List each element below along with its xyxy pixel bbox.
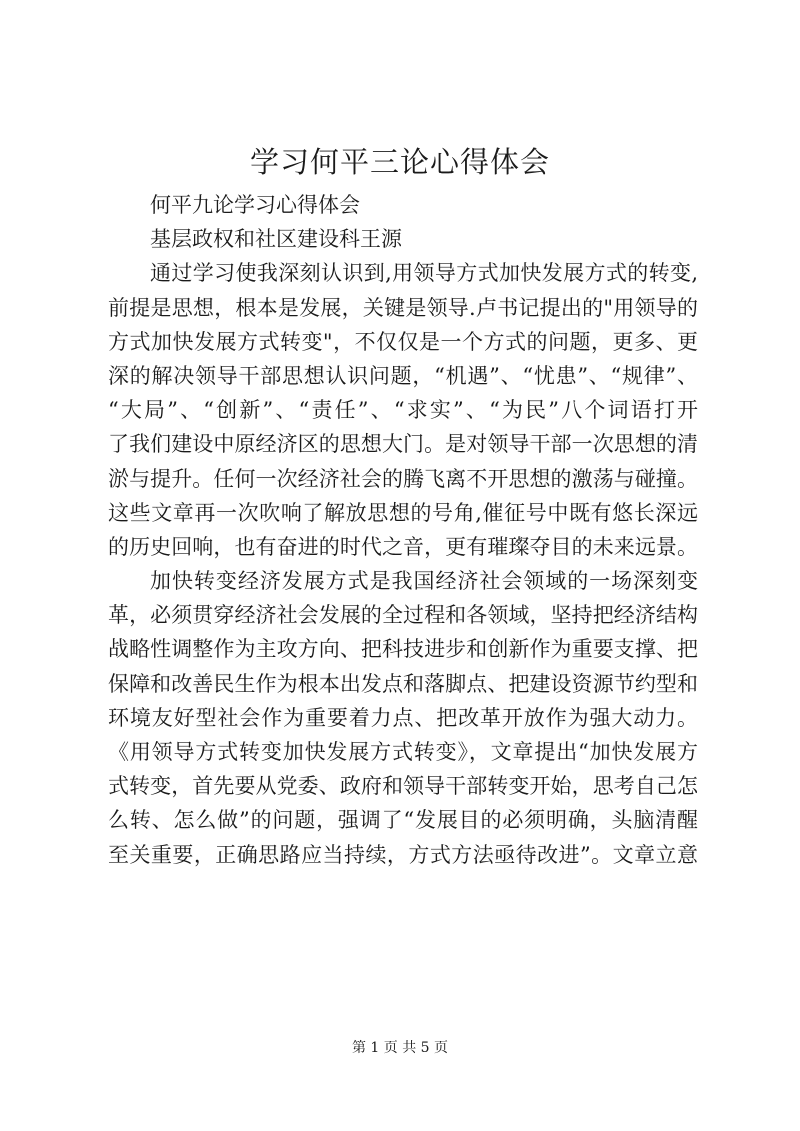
text-line: “大局”、“创新”、“责任”、“求实”、“为民”八个词语打开	[108, 398, 698, 423]
text-line: 加快转变经济发展方式是我国经济社会领域的一场深刻变	[150, 569, 698, 594]
text-line: 通过学习使我深刻认识到,用领导方式加快发展方式的转变,	[150, 261, 698, 286]
text-line: 《用领导方式转变加快发展方式转变》，文章提出“加快发展方	[108, 740, 698, 764]
text-line: 这些文章再一次吹响了解放思想的号角,催征号中既有悠长深远	[108, 500, 698, 525]
text-line: 保障和改善民生作为根本出发点和落脚点、把建设资源节约型和	[108, 671, 698, 696]
document-body	[108, 188, 698, 872]
page-indicator: 第 1 页 共 5 页	[351, 1040, 449, 1056]
text-line: 深的解决领导干部思想认识问题，“机遇”、“忧患”、“规律”、	[108, 363, 698, 388]
text-line: 至关重要，正确思路应当持续，方式方法亟待改进”。文章立意	[108, 842, 698, 867]
document-title: 学习何平三论心得体会	[249, 145, 550, 179]
text-line: 革，必须贯穿经济社会发展的全过程和各领域，坚持把经济结构	[108, 603, 698, 628]
text-line: 式转变，首先要从党委、政府和领导干部转变开始，思考自己怎	[108, 774, 698, 799]
text-line: 淤与提升。任何一次经济社会的腾飞离不开思想的激荡与碰撞。	[108, 466, 698, 491]
text-line: 的历史回响，也有奋进的时代之音，更有璀璨夺目的未来远景。	[108, 534, 698, 559]
text-line: 前提是思想，根本是发展，关键是领导.卢书记提出的"用领导的	[108, 295, 698, 320]
text-line: 战略性调整作为主攻方向、把科技进步和创新作为重要支撑、把	[108, 637, 698, 662]
text-line: 基层政权和社区建设科王源	[150, 227, 402, 252]
text-line: 了我们建设中原经济区的思想大门。是对领导干部一次思想的清	[108, 432, 698, 457]
text-line: 环境友好型社会作为重要着力点、把改革开放作为强大动力。	[108, 705, 698, 730]
text-line: 方式加快发展方式转变"，不仅仅是一个方式的问题，更多、更	[108, 329, 698, 354]
text-line: 么转、怎么做”的问题，强调了“发展目的必须明确，头脑清醒	[108, 808, 698, 833]
text-line: 何平九论学习心得体会	[150, 193, 360, 217]
